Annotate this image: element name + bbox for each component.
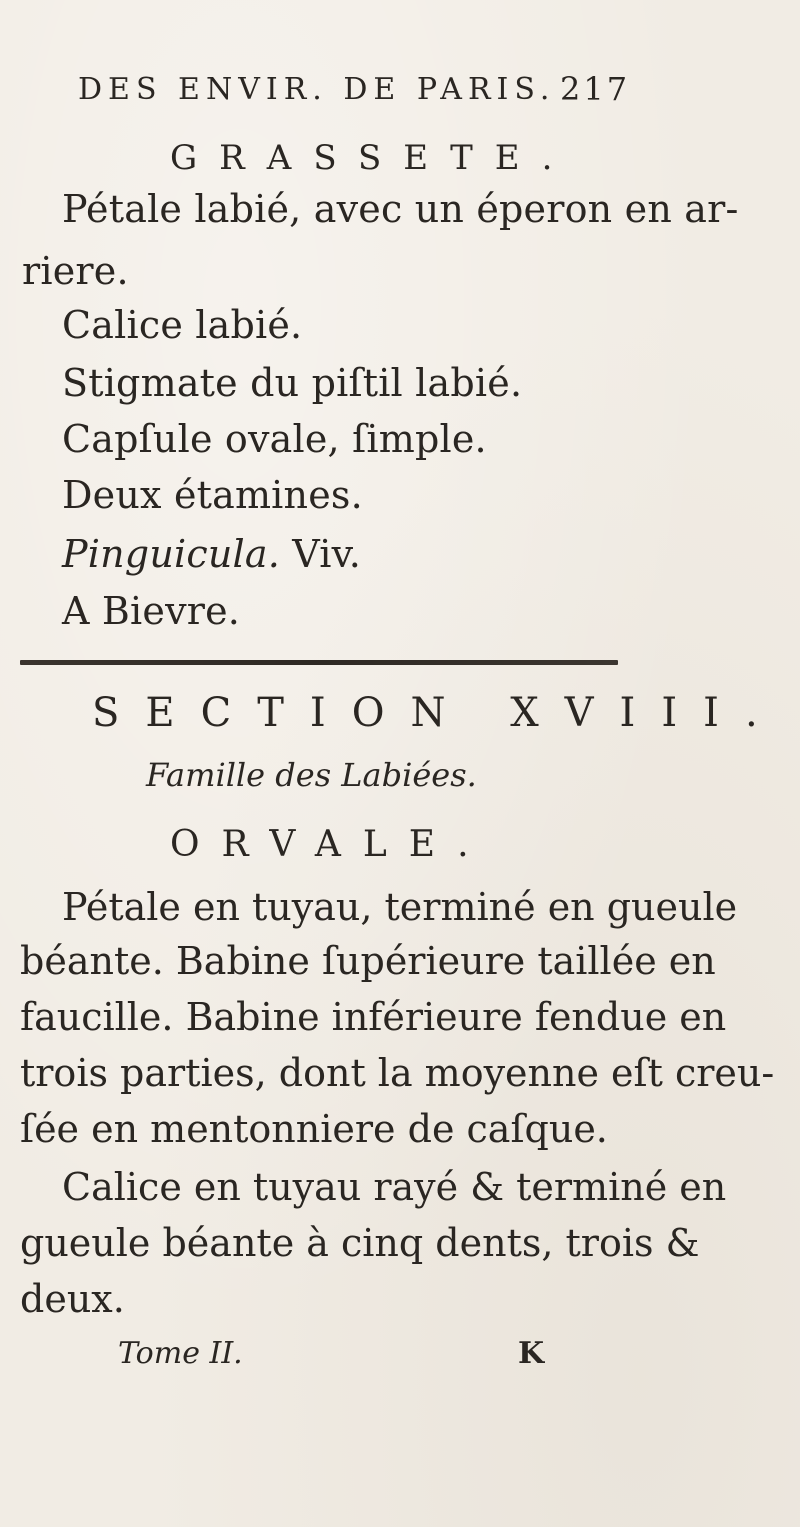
text-line: Pétale labié, avec un éperon en ar-	[62, 187, 739, 231]
section-heading: SECTION XVIII.	[92, 690, 784, 736]
text-line: riere.	[22, 249, 129, 293]
section-divider-rule	[20, 660, 618, 665]
text-line: Calice labié.	[62, 303, 303, 347]
entry-title-orvale: ORVALE.	[170, 824, 491, 865]
text-line: Capſule ovale, ſimple.	[62, 417, 487, 461]
text-line: Calice en tuyau rayé & terminé en	[62, 1165, 727, 1209]
text-line: Pétale en tuyau, terminé en gueule	[62, 885, 738, 929]
location-line: A Bievre.	[62, 589, 241, 633]
tome-footer: Tome II.	[118, 1336, 243, 1371]
page-number: 217	[560, 70, 631, 108]
entry-title-grassete: GRASSETE.	[170, 138, 575, 178]
text-line: faucille. Babine inférieure fendue en	[20, 995, 727, 1039]
text-line: trois parties, dont la moyenne eſt creu-	[20, 1051, 775, 1095]
text-line: béante. Babine ſupérieure taillée en	[20, 939, 716, 983]
text-line: gueule béante à cinq dents, trois &	[20, 1221, 700, 1265]
text-line: ſée en mentonniere de caſque.	[20, 1107, 608, 1151]
running-head: DES ENVIR. DE PARIS.	[78, 72, 556, 107]
signature-mark: K	[518, 1336, 545, 1371]
latin-abbrev: Viv.	[280, 532, 362, 576]
text-line: Stigmate du piſtil labié.	[62, 361, 523, 405]
section-subtitle: Famille des Labiées.	[146, 756, 477, 794]
latin-name-line	[62, 532, 362, 576]
text-line: Deux étamines.	[62, 473, 363, 517]
latin-name: Pinguicula.	[62, 532, 280, 576]
text-line: deux.	[20, 1277, 125, 1321]
